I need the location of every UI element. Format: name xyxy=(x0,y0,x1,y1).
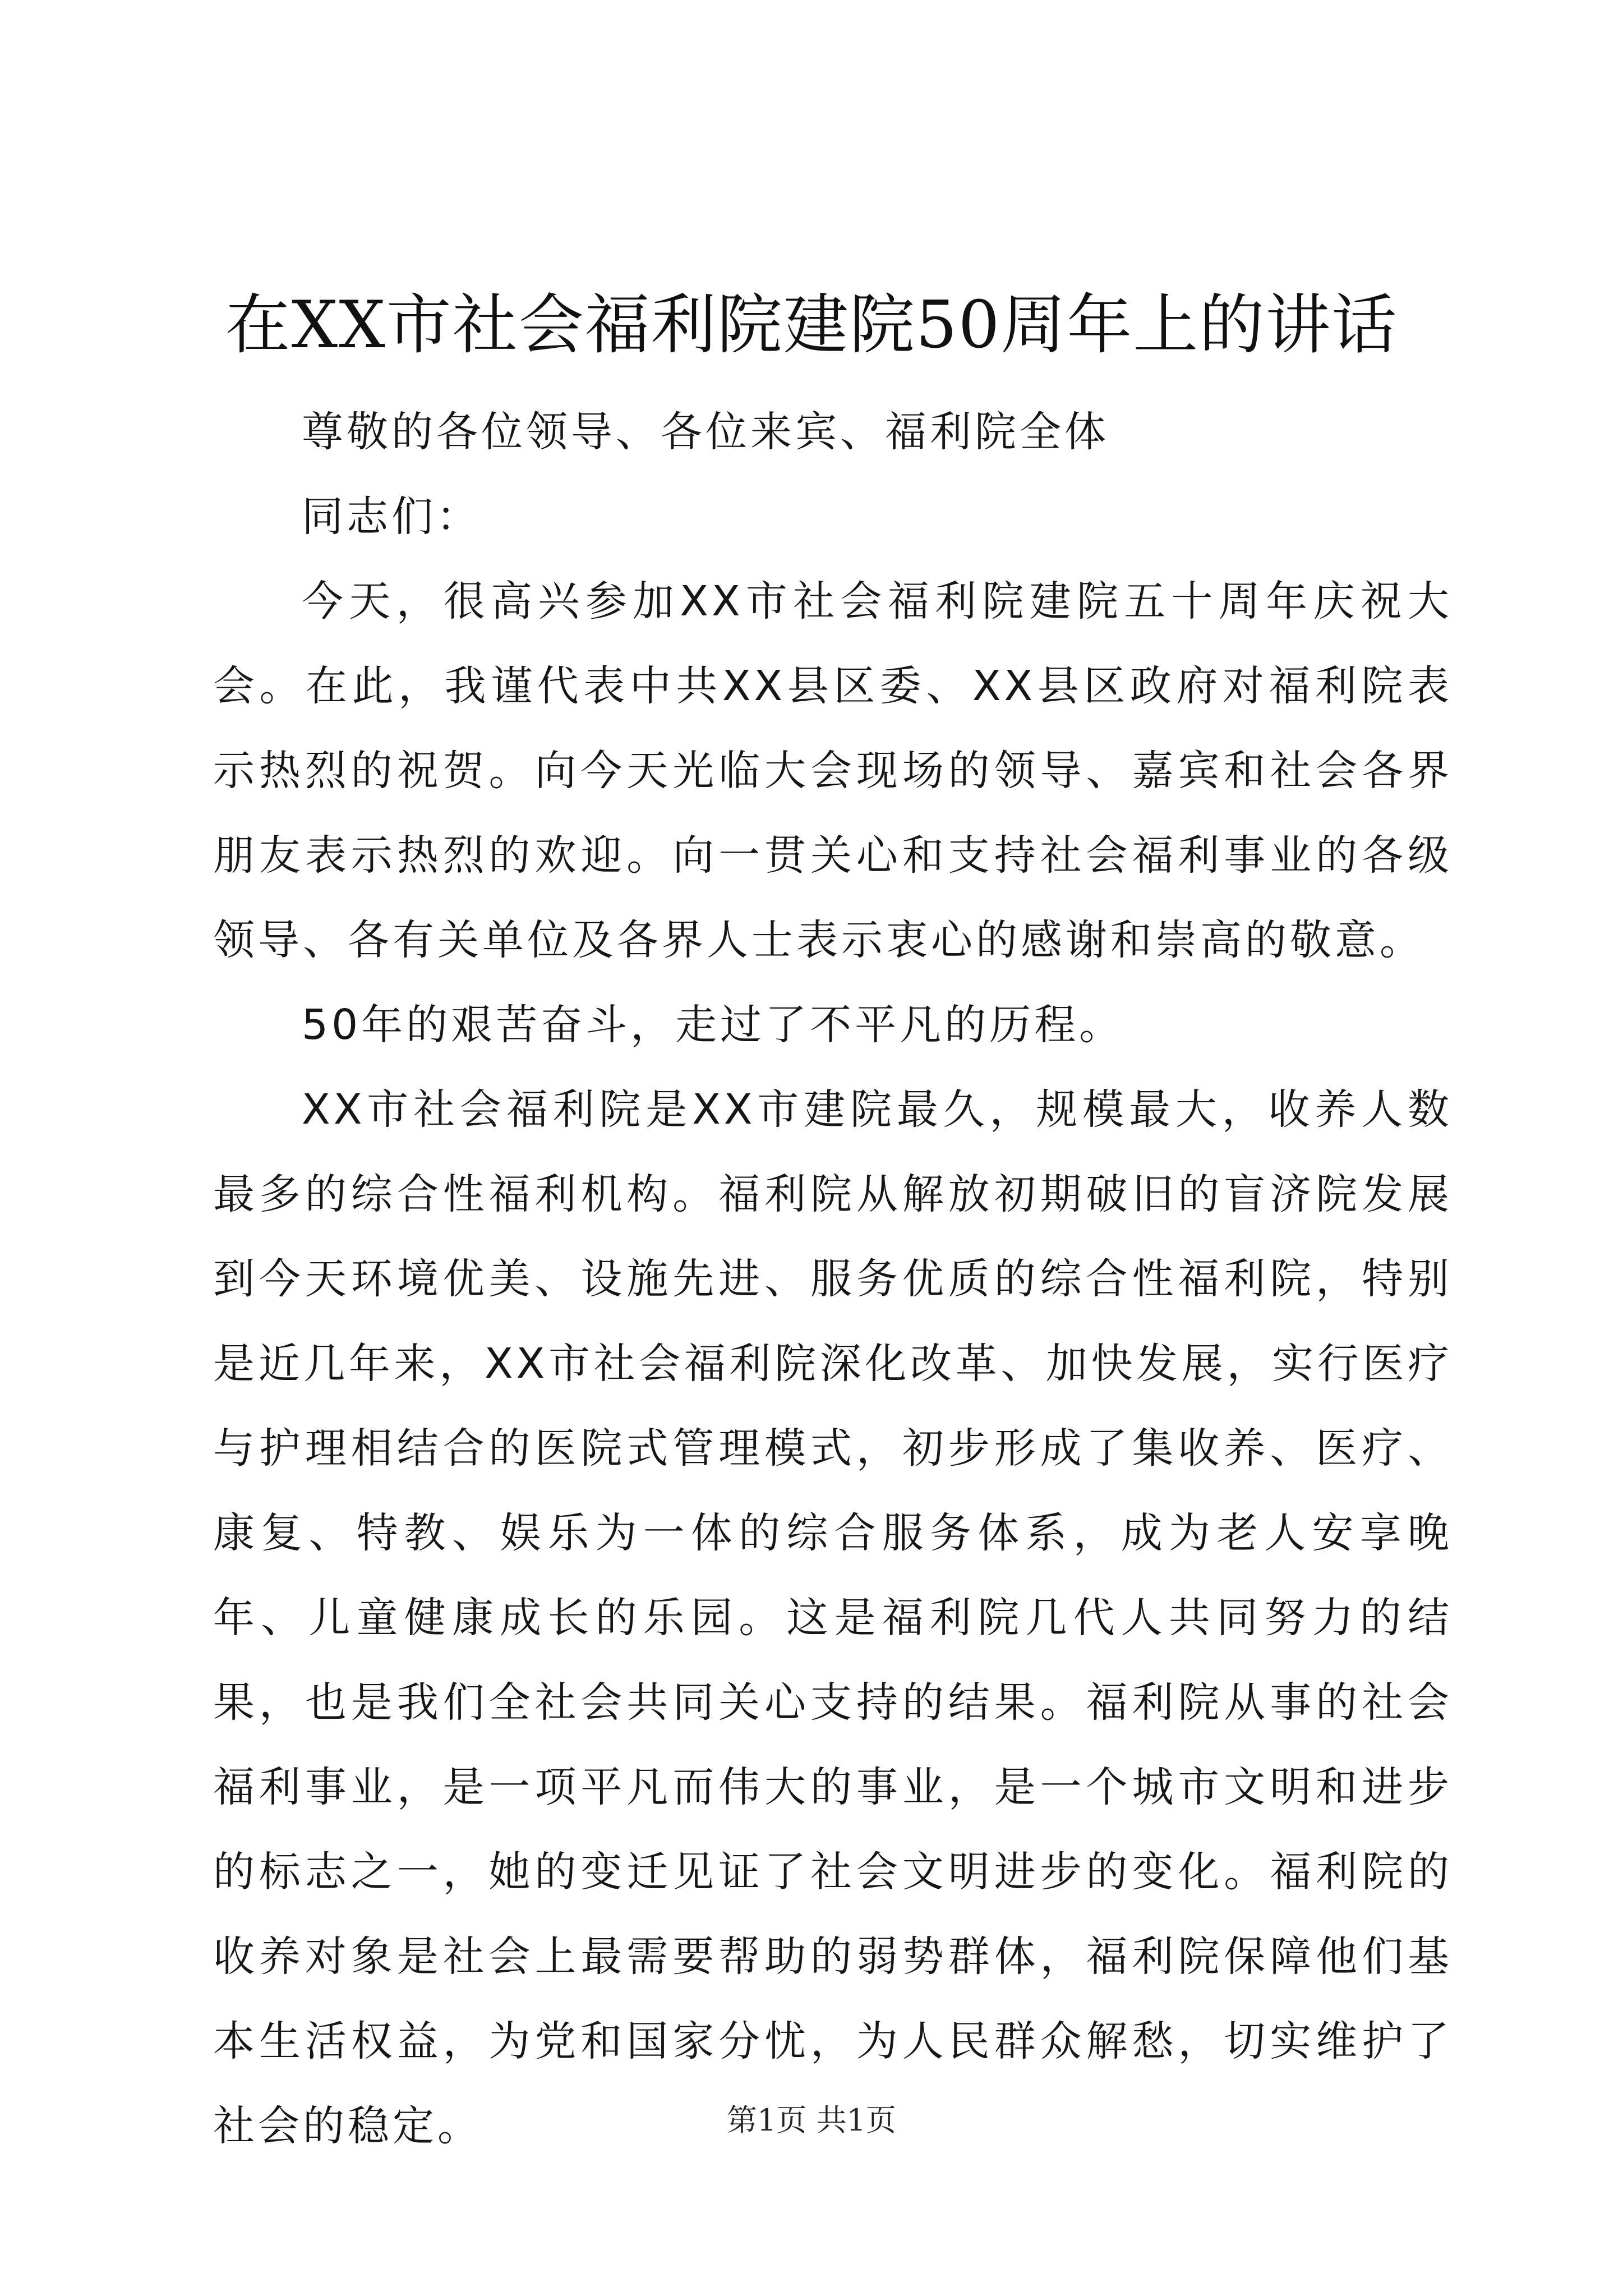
body-paragraph: 今天，很高兴参加XX市社会福利院建院五十周年庆祝大会。在此，我谨代表中共XX县区委、XX县区政府对福利院表示热烈的祝贺。向今天光临大会现场的领导、嘉宾和社会各界朋友表示热烈的欢迎。向一贯关心和支持社会福利事业的各级领导、各有关单位及各界人士表示衷心的感谢和崇高的敬意。 xyxy=(213,577,1453,964)
document-body xyxy=(213,390,1453,2169)
page-number-indicator: 第1页 共1页 xyxy=(727,2102,896,2138)
salutation-line: 尊敬的各位领导、各位来宾、福利院全体 xyxy=(302,408,1109,456)
body-paragraph: 50年的艰苦奋斗，走过了不平凡的历程。 xyxy=(302,1001,1124,1049)
page-footer xyxy=(0,2098,1623,2143)
body-paragraph: XX市社会福利院是XX市建院最久，规模最大，收养人数最多的综合性福利机构。福利院从解放初期破旧的盲济院发展到今天环境优美、设施先进、服务优质的综合性福利院，特别是近几年来，XX市社会福利院深化改革、加快发展，实行医疗与护理相结合的医院式管理模式，初步形成了集收养、医疗、康复、特教、娱乐为一体的综合服务体系，成为老人安享晚年、儿童健康成长的乐园。这是福利院几代人共同努力的结果，也是我们全社会共同关心支持的结果。福利院从事的社会福利事业，是一项平凡而伟大的事业，是一个城市文明和进步的标志之一，她的变迁见证了社会文明进步的变化。福利院的收养对象是社会上最需要帮助的弱势群体，福利院保障他们基本生活权益，为党和国家分忧，为人民群众解愁，切实维护了社会的稳定。 xyxy=(213,1085,1453,2150)
document-title: 在XX市社会福利院建院50周年上的讲话 xyxy=(225,287,1398,363)
salutation-line: 同志们： xyxy=(302,493,481,541)
